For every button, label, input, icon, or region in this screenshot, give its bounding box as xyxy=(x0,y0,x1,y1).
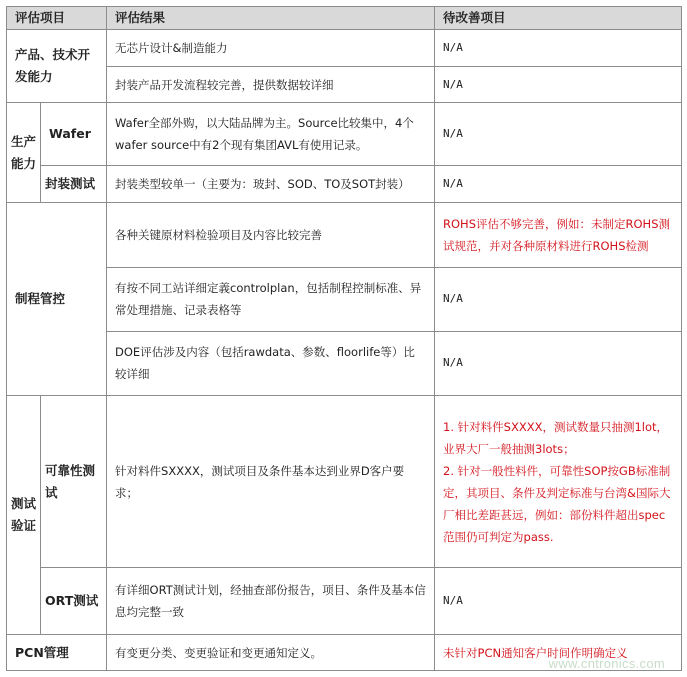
wafer-result: Wafer全部外购，以大陆品牌为主。Source比较集中，4个wafer source中有2个现有集团AVL有使用记录。 xyxy=(107,103,435,166)
ort-test-label: ORT测试 xyxy=(41,568,107,635)
ort-test-result: 有详细ORT测试计划，经抽查部份报告，项目、条件及基本信息均完整一致 xyxy=(107,568,435,635)
table-row xyxy=(7,103,682,166)
process-result-3: DOE评估涉及内容（包括rawdata、参数、floorlife等）比较详细 xyxy=(107,331,435,395)
watermark: www.cntronics.com xyxy=(548,656,665,671)
process-result-2: 有按不同工站详细定義controlplan，包括制程控制标准、异常处理措施、记录表格等 xyxy=(107,267,435,331)
header-improve: 待改善项目 xyxy=(435,7,682,30)
table-row xyxy=(7,30,682,67)
product-improve-2: N/A xyxy=(435,66,682,103)
table-row xyxy=(7,66,682,103)
table-row xyxy=(7,568,682,635)
reliability-test-improve xyxy=(435,395,682,568)
header-item: 评估项目 xyxy=(7,7,107,30)
process-result-1: 各种关键原材料检验项目及内容比较完善 xyxy=(107,202,435,267)
evaluation-table xyxy=(6,6,682,671)
product-label: 产品、技术开发能力 xyxy=(7,30,107,103)
pcn-label: PCN管理 xyxy=(7,635,107,671)
table-row xyxy=(7,202,682,267)
table-row xyxy=(7,331,682,395)
package-test-result: 封装类型较单一（主要为：玻封、SOD、TO及SOT封装） xyxy=(107,166,435,203)
test-label: 测试验证 xyxy=(7,395,41,635)
header-row xyxy=(7,7,682,30)
process-improve-3: N/A xyxy=(435,331,682,395)
package-test-label: 封装测试 xyxy=(41,166,107,203)
process-label: 制程管控 xyxy=(7,202,107,395)
table-row xyxy=(7,267,682,331)
wafer-label: Wafer xyxy=(41,103,107,166)
pcn-result: 有变更分类、变更验证和变更通知定义。 xyxy=(107,635,435,671)
product-result-2: 封装产品开发流程较完善，提供数据较详细 xyxy=(107,66,435,103)
table-row xyxy=(7,395,682,568)
reliability-test-result: 针对料件SXXXX，测试项目及条件基本达到业界D客户要求； xyxy=(107,395,435,568)
process-improve-2: N/A xyxy=(435,267,682,331)
ort-test-improve: N/A xyxy=(435,568,682,635)
process-improve-1: ROHS评估不够完善，例如：未制定ROHS测试规范，并对各种原材料进行ROHS检测 xyxy=(435,202,682,267)
wafer-improve: N/A xyxy=(435,103,682,166)
pcn-improve: 未针对PCN通知客户时间作明确定义 xyxy=(435,635,682,671)
product-improve-1: N/A xyxy=(435,30,682,67)
package-test-improve: N/A xyxy=(435,166,682,203)
production-label: 生产能力 xyxy=(7,103,41,202)
reliability-improve-item-1: 1. 针对料件SXXXX，测试数量只抽测1lot，业界大厂一般抽测3lots； xyxy=(443,419,669,456)
reliability-improve-item-2: 2. 针对一般性料件，可靠性SOP按GB标准制定，其项目、条件及判定标准与台湾&国际大厂相比差距甚远，例如：部份料件超出spec范围仍可判定为pass. xyxy=(443,463,671,544)
reliability-test-label: 可靠性测试 xyxy=(41,395,107,568)
product-result-1: 无芯片设计&制造能力 xyxy=(107,30,435,67)
table-row xyxy=(7,166,682,203)
header-result: 评估结果 xyxy=(107,7,435,30)
